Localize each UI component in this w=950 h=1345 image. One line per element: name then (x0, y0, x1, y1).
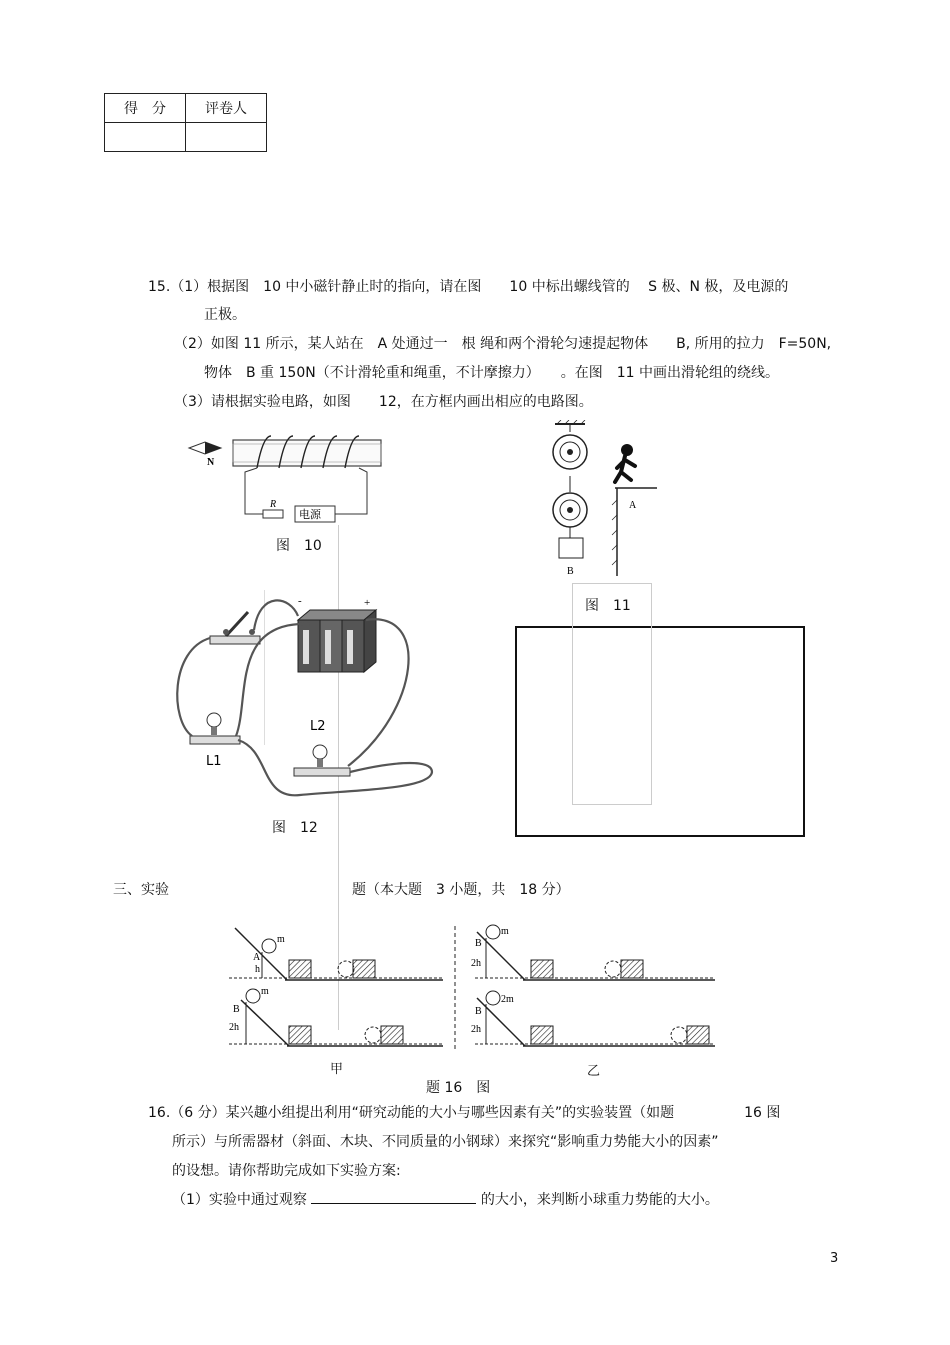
score-table (104, 93, 267, 152)
jia-top-mass-label: m (277, 934, 285, 945)
grader-cell (186, 123, 267, 152)
jia-top-a-label: A (253, 952, 261, 963)
yi-top-b-label: B (475, 938, 482, 949)
weight-b (559, 538, 583, 558)
jia-top-setup (229, 928, 443, 980)
figure-11-pulley (545, 420, 665, 580)
battery-plus: + (364, 597, 371, 609)
yi-top-setup (475, 925, 715, 980)
jia-top-h-label: h (255, 964, 260, 975)
switch (210, 636, 260, 644)
q15-line3: （2）如图 11 所示，某人站在 A 处通过一 根 绳和两个滑轮匀速提起物体 B, 所用的拉力 F=50N, (174, 336, 832, 352)
yi-bottom-b-label: B (475, 1006, 482, 1017)
fig16-label-jia: 甲 (330, 1062, 344, 1077)
figure-10-solenoid (185, 432, 395, 527)
position-a-label: A (629, 500, 637, 511)
answer-box (515, 626, 805, 837)
section3-left: 三、实验 (113, 882, 169, 898)
q15-line2: 正极。 (204, 307, 246, 323)
section3-right: 题（本大题 3 小题，共 18 分） (352, 882, 570, 898)
jia-bottom-setup (229, 989, 443, 1046)
compass-n-label: N (207, 457, 215, 468)
lamp-l1-label: L1 (206, 754, 222, 769)
page-number: 3 (830, 1251, 839, 1266)
person-icon (621, 444, 633, 456)
q16-line4 (172, 1189, 719, 1209)
q16-line4-prefix: （1）实验中通过观察 (172, 1192, 307, 1208)
q15-line1: 15.（1）根据图 10 中小磁针静止时的指向，请在图 10 中标出螺线管的 S 极、N 极，及电源的 (148, 279, 789, 295)
jia-bottom-mass-label: m (261, 986, 269, 997)
fig12-caption: 图 12 (272, 820, 318, 836)
yi-top-2h-label: 2h (471, 958, 481, 969)
lamp-l1-bulb (207, 713, 221, 727)
figure-12-circuit (170, 590, 440, 810)
yi-top-mass-label: m (501, 926, 509, 937)
fig16-caption: 题 16 图 (426, 1080, 491, 1096)
q16-line2: 所示）与所需器材（斜面、木块、不同质量的小钢球）来探究“影响重力势能大小的因素” (172, 1134, 719, 1150)
lamp-l2-label: L2 (310, 719, 326, 734)
lamp-l2-base (294, 768, 350, 776)
grader-header: 评卷人 (186, 94, 267, 123)
yi-bottom-2h-label: 2h (471, 1024, 481, 1035)
q15-line5: （3）请根据实验电路，如图 12，在方框内画出相应的电路图。 (174, 394, 593, 410)
battery-minus: - (298, 595, 302, 607)
weight-b-label: B (567, 566, 574, 577)
fig10-caption: 图 10 (276, 538, 322, 554)
resistor (263, 510, 283, 518)
q16-line3: 的设想。请你帮助完成如下实验方案: (172, 1163, 401, 1179)
lamp-l2-bulb (313, 745, 327, 759)
q16-line4-suffix: 的大小，来判断小球重力势能的大小。 (480, 1192, 719, 1208)
yi-bottom-mass-label: 2m (501, 994, 514, 1005)
fig11-caption: 图 11 (585, 598, 631, 614)
resistor-label: R (270, 499, 277, 510)
power-source-label: 电源 (299, 508, 321, 521)
q16-line1: 16.（6 分）某兴趣小组提出利用“研究动能的大小与哪些因素有关”的实验装置（如题 16 图 (148, 1105, 781, 1121)
q15-line4: 物体 B 重 150N（不计滑轮重和绳重，不计摩擦力） 。在图 11 中画出滑轮组的绕线。 (204, 365, 779, 381)
fig16-label-yi: 乙 (587, 1064, 601, 1079)
battery-pack (298, 610, 376, 672)
score-header: 得 分 (105, 94, 186, 123)
jia-bottom-b-label: B (233, 1004, 240, 1015)
q16-answer-blank[interactable] (311, 1189, 476, 1204)
lamp-l1-base (190, 736, 240, 744)
faint-overlay-rect (572, 583, 652, 805)
figure-16-apparatus (225, 922, 720, 1054)
jia-bottom-2h-label: 2h (229, 1022, 239, 1033)
score-cell (105, 123, 186, 152)
